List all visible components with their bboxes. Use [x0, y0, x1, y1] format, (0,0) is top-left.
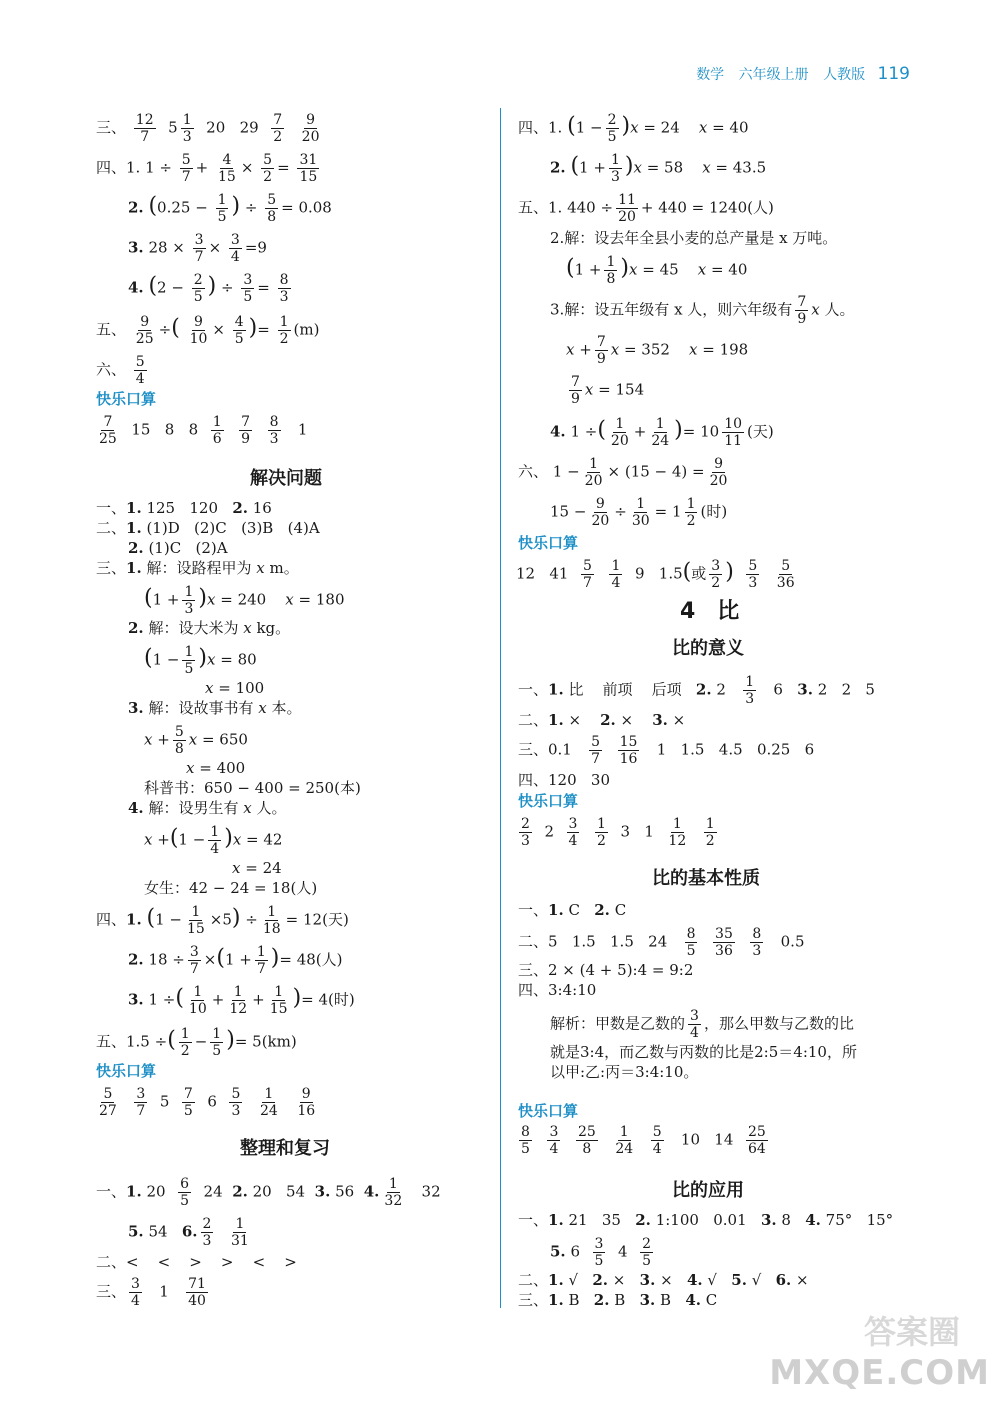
answer-line: 五、1.5 ÷( $\frac{1}{2}$ − $\frac{1}{5}$ )= 5(km) [96, 1026, 297, 1059]
answer-line: (1 + $\frac{1}{3}$ )x = 240 x = 180 [144, 584, 345, 617]
answer-line: 女生：42 − 24 = 18(人) [144, 879, 318, 897]
answer-line: 三、 $\frac{12}{7}$ 5 $\frac{1}{3}$ 20 29 $\frac{7}{2}$ $\frac{9}{20}$ [96, 112, 320, 145]
kuaile-heading: 快乐口算 [96, 1062, 157, 1080]
answer-line: 四、1. (1 − $\frac{2}{5}$ )x = 24 x = 40 [518, 112, 749, 145]
answer-line: 就是3:4，而乙数与丙数的比是2:5＝4:10，所 [550, 1043, 857, 1061]
section-title: 比的意义 [672, 638, 744, 659]
answer-line: 三、0.1 $\frac{5}{7}$ $\frac{15}{16}$ 1 1.5 4.5 0.25 6 [518, 734, 815, 767]
answer-line: $\frac{7}{25}$ 15 8 8 $\frac{1}{6}$ $\frac{7}{9}$ $\frac{8}{3}$ 1 [99, 414, 308, 447]
answer-line: 一、1. 125 120 2. 16 [96, 499, 272, 517]
answer-line: 一、1. C 2. C [518, 901, 627, 919]
answer-line: 五、1. 440 ÷ $\frac{11}{20}$ + 440 = 1240(人) [518, 192, 774, 225]
answer-line: 一、1. 比 前项 后项 2. 2 $\frac{1}{3}$ 6 3. 2 2 5 [518, 674, 875, 707]
answer-line: 4. (2 − $\frac{2}{5}$ ) ÷ $\frac{3}{5}$ = $\frac{8}{3}$ [128, 272, 289, 305]
answer-line: 4. 解：设男生有 x 人。 [128, 799, 287, 817]
answer-line: x + $\frac{7}{9}$ x = 352 x = 198 [566, 334, 749, 367]
answer-line: x + $\frac{5}{8}$ x = 650 [144, 724, 248, 757]
answer-line: 三、2 × (4 + 5):4 = 9:2 [518, 961, 694, 979]
answer-line: 2. (1 + $\frac{1}{3}$ )x = 58 x = 43.5 [550, 152, 767, 185]
answer-line: 15 − $\frac{9}{20}$ ÷ $\frac{1}{30}$ = 1 $\frac{1}{2}$ (时) [550, 496, 728, 529]
answer-line: x = 100 [205, 679, 265, 697]
answer-line: (1 − $\frac{1}{5}$ )x = 80 [144, 644, 257, 677]
answer-line: $\frac{5}{27}$ $\frac{3}{7}$ 5 $\frac{7}{5}$ 6 $\frac{5}{3}$ $\frac{1}{24}$ $\frac{9}{16}$ [99, 1086, 316, 1119]
section-title: 比的应用 [672, 1180, 744, 1201]
answer-line: $\frac{2}{3}$ 2 $\frac{3}{4}$ $\frac{1}{2}$ 3 1 $\frac{1}{12}$ $\frac{1}{2}$ [521, 816, 715, 849]
answer-line: 四、3:4:10 [518, 981, 597, 999]
answer-line: x +(1 − $\frac{1}{4}$ )x = 42 [144, 824, 283, 857]
answer-line: 2. 18 ÷ $\frac{3}{7}$ ×(1 + $\frac{1}{7}$ )= 48(人) [128, 944, 343, 977]
page-header [686, 64, 910, 84]
watermark-url: MXQE.COM [769, 1353, 990, 1393]
answer-line: 二、1. √ 2. × 3. × 4. √ 5. √ 6. × [518, 1271, 809, 1289]
answer-line: 3. 28 × $\frac{3}{7}$ × $\frac{3}{4}$ =9 [128, 232, 267, 265]
section-title: 比的基本性质 [652, 868, 760, 889]
answer-line: x = 400 [186, 759, 246, 777]
kuaile-heading: 快乐口算 [518, 534, 579, 552]
header-grade: 六年级上册 [738, 67, 809, 83]
answer-line: 一、1. 21 35 2. 1:100 0.01 3. 8 4. 75° 15° [518, 1211, 894, 1229]
section-title: 整理和复习 [240, 1138, 330, 1159]
answer-line: 三、1. B 2. B 3. B 4. C [518, 1291, 718, 1309]
answer-line: 一、1. 20 $\frac{6}{5}$ 24 2. 20 54 3. 56 4. $\frac{1}{32}$ 32 [96, 1176, 441, 1209]
answer-line: 4. 1 ÷( $\frac{1}{20}$ + $\frac{1}{24}$ )= 10 $\frac{10}{11}$ (天) [550, 416, 774, 449]
section-title: 解决问题 [250, 468, 322, 489]
answer-line: 12 41 $\frac{5}{7}$ $\frac{1}{4}$ 9 1.5(或 $\frac{3}{2}$ ) $\frac{5}{3}$ $\frac{5}{36}$ [516, 558, 795, 591]
answer-line: 二、1. (1)D (2)C (3)B (4)A [96, 519, 320, 537]
header-subject: 数学 [696, 67, 725, 83]
answer-line: 四、1. (1 − $\frac{1}{15}$ ×5) ÷ $\frac{1}{18}$ = 12(天) [96, 904, 349, 937]
answer-line: 二、1. × 2. × 3. × [518, 711, 686, 729]
answer-line: x = 24 [232, 859, 282, 877]
column-divider [500, 108, 501, 1308]
watermark-logo: 答案圈 [863, 1313, 960, 1351]
header-edition: 人教版 [823, 67, 866, 83]
page-number: 119 [877, 64, 910, 84]
chapter-title: 4 比 [680, 599, 740, 624]
answer-line: 三、1. 解：设路程甲为 x m。 [96, 559, 299, 577]
answer-line: 以甲:乙:丙＝3:4:10。 [550, 1063, 699, 1081]
answer-line: 科普书：650 − 400 = 250(本) [144, 779, 361, 797]
answer-line: 5. 6 $\frac{3}{5}$ 4 $\frac{2}{5}$ [550, 1236, 651, 1269]
answer-line: 二、< < > > < > [96, 1253, 297, 1271]
kuaile-heading: 快乐口算 [518, 1102, 579, 1120]
answer-line: 2. 解：设大米为 x kg。 [128, 619, 291, 637]
answer-line: 六、 $\frac{5}{4}$ [96, 354, 145, 387]
answer-line: 5. 54 6. $\frac{2}{3}$ $\frac{1}{31}$ [128, 1216, 249, 1249]
answer-line: 解析：甲数是乙数的 $\frac{3}{4}$ ，那么甲数与乙数的比 [550, 1008, 854, 1041]
answer-line: 2. (1)C (2)A [128, 539, 228, 557]
answer-line: 二、5 1.5 1.5 24 $\frac{8}{5}$ $\frac{35}{36}$ $\frac{8}{3}$ 0.5 [518, 926, 805, 959]
answer-line: 3. 解：设故事书有 x 本。 [128, 699, 302, 717]
kuaile-heading: 快乐口算 [518, 792, 579, 810]
answer-line: 四、120 30 [518, 771, 611, 789]
answer-line: $\frac{8}{5}$ $\frac{3}{4}$ $\frac{25}{8}$ $\frac{1}{24}$ $\frac{5}{4}$ 10 14 $\frac{25}{64}$ [521, 1124, 766, 1157]
answer-line: 2.解：设去年全县小麦的总产量是 x 万吨。 [550, 229, 838, 247]
kuaile-heading: 快乐口算 [96, 390, 157, 408]
answer-line: 六、 1 − $\frac{1}{20}$ × (15 − 4) = $\frac{9}{20}$ [518, 456, 728, 489]
answer-line: 四、1. 1 ÷ $\frac{5}{7}$ + $\frac{4}{15}$ × $\frac{5}{2}$ = $\frac{31}{15}$ [96, 152, 318, 185]
answer-line: 五、 $\frac{9}{25}$ ÷( $\frac{9}{10}$ × $\frac{4}{5}$ )= $\frac{1}{2}$ (m) [96, 314, 320, 347]
answer-line: $\frac{7}{9}$ x = 154 [571, 374, 645, 407]
answer-line: 3.解：设五年级有 x 人，则六年级有 $\frac{7}{9}$ x 人。 [550, 294, 855, 327]
answer-line: 2. (0.25 − $\frac{1}{5}$ ) ÷ $\frac{5}{8}$ = 0.08 [128, 192, 332, 225]
answer-line: 3. 1 ÷( $\frac{1}{10}$ + $\frac{1}{12}$ + $\frac{1}{15}$ )= 4(时) [128, 984, 355, 1017]
answer-line: (1 + $\frac{1}{8}$ )x = 45 x = 40 [566, 254, 748, 287]
answer-line: 三、 $\frac{3}{4}$ 1 $\frac{71}{40}$ [96, 1276, 206, 1309]
